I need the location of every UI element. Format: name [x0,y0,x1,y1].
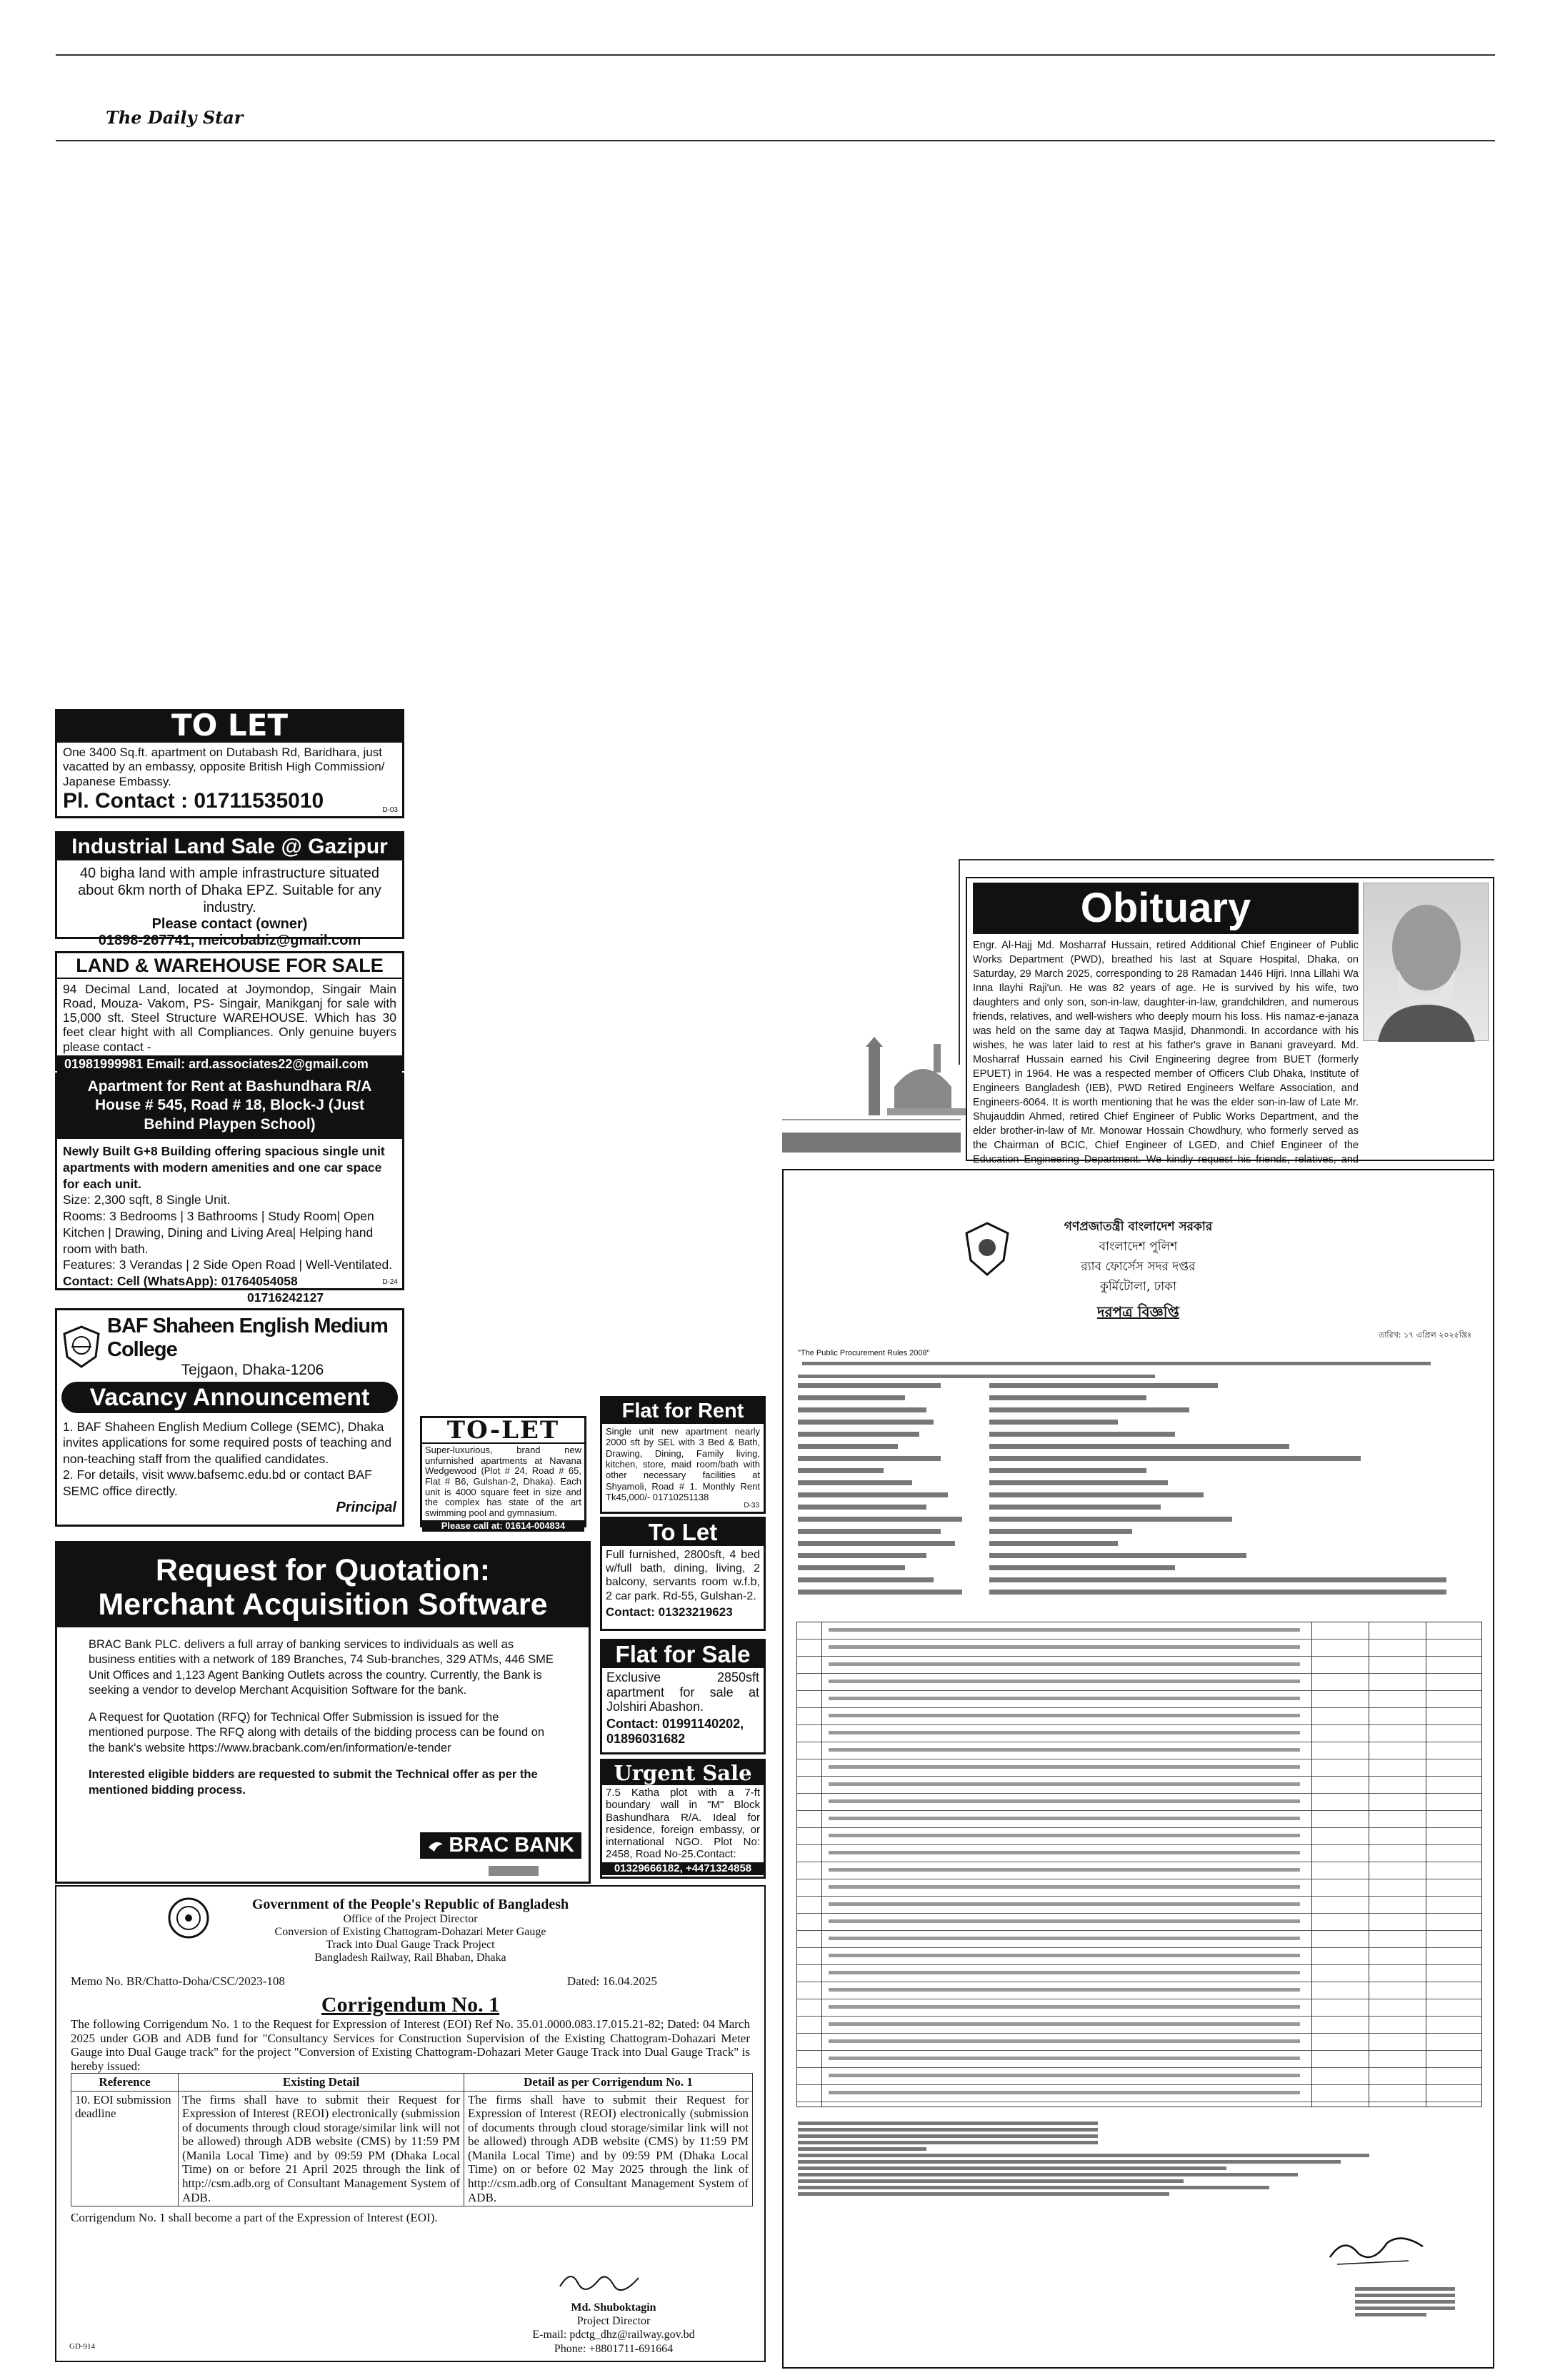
to-let-navana-ad [420,1416,586,1531]
bashundhara-size: Size: 2,300 sqft, 8 Single Unit. [63,1192,231,1207]
flat-for-rent-ad [600,1396,766,1514]
tender-fields [798,1379,1476,1599]
flat-sale-body: Exclusive 2850sft apartment for sale at Jolshiri Abashon. [606,1670,759,1714]
land-warehouse-ad [55,951,404,1071]
landware-contact: 01981999981 Email: ard.associates22@gmail.com [57,1055,402,1073]
cell-reference: 10. EOI submission deadline [71,2091,179,2206]
corrigendum-title: Corrigendum No. 1 [321,1993,500,2017]
memo-number: Memo No. BR/Chatto-Doha/CSC/2023-108 [71,1974,285,1988]
baf-signature: Principal [336,1499,396,1515]
to-let-gulshan-contact: Contact: 01323219623 [606,1605,733,1619]
govt-seal-icon [167,1897,210,1939]
baf-banner: Vacancy Announcement [61,1382,398,1413]
to-let-body: One 3400 Sq.ft. apartment on Dutabash Rd, Baridhara, just vacatted by an embassy, opposite British High Commission/ Japanese Embassy. [63,745,385,788]
portrait-icon [1364,883,1489,1042]
to-let-gulshan-ad [600,1517,766,1631]
mosque-icon [866,1037,973,1115]
gov-heading: Government of the People's Republic of Bangladesh [251,1897,569,1912]
corrigendum-footer: Corrigendum No. 1 shall become a part of the Expression of Interest (EOI). [71,2211,438,2225]
to-let-contact: Pl. Contact : 01711535010 [63,789,324,813]
ad-code: D-24 [382,1278,398,1286]
tender-h4: কুর্মিটোলা, ঢাকা [1100,1280,1176,1294]
rfq-title-line-2: Merchant Acquisition Software [98,1587,548,1622]
signatory-role: Project Director [576,2315,651,2328]
signatory-email: E-mail: pdctg_dhz@railway.gov.bd [532,2329,695,2341]
signatory-name: Md. Shuboktagin [571,2301,656,2314]
flat-sale-contact: Contact: 01991140202, 01896031682 [606,1717,744,1746]
gov-railway: Bangladesh Railway, Rail Bhaban, Dhaka [314,1952,506,1964]
urgent-sale-ad [600,1759,766,1879]
college-crest-icon [61,1325,101,1368]
obituary-notice [966,877,1494,1165]
urgent-sale-body: 7.5 Katha plot with a 7-ft boundary wall in "M" Block Bashundhara R/A. Ideal for residence, foreign embassy, or international NGO. Plot No: 2458, Road No-25.Contact: [606,1787,760,1861]
to-let-gulshan-title: To Let [602,1519,764,1546]
flat-rent-title: Flat for Rent [602,1398,764,1424]
obituary-photo [1363,883,1489,1041]
obituary-rule [782,1119,961,1120]
rfq-para-2: A Request for Quotation (RFQ) for Technical Offer Submission is issued for the mentioned purpose. The RFQ along with details of the bidding process can be found on the bank's website https://www.bracbank.com/en/information/e-tender [89,1710,545,1754]
text-line [802,1362,1431,1365]
baf-para-2: 2. For details, visit www.bafsemc.edu.bd or contact BAF SEMC office directly. [63,1467,372,1498]
gov-project-2: Track into Dual Gauge Track Project [326,1939,495,1951]
col-existing: Existing Detail [179,2074,464,2092]
signature [556,2265,642,2294]
industrial-body: 40 bigha land with ample infrastructure situated about 6km north of Dhaka EPZ. Suitable for any industry. [78,865,381,915]
header-rule [56,140,1495,141]
tender-h1: গণপ্রজাতন্ত্রী বাংলাদেশ সরকার [1064,1220,1213,1234]
obituary-bar [782,1133,961,1153]
industrial-contact: 01898-267741, meicobabiz@gmail.com [98,933,361,948]
to-let-title: TO LET [57,711,402,743]
corrigendum-table [71,2073,753,2206]
memo-date: Dated: 16.04.2025 [566,1974,657,1988]
cell-existing: The firms shall have to submit their Request for Expression of Interest (REOI) electronically (submission of documents through cloud storage/similar link will not be allowed) through ADB website (CMS) by 11:59 PM (Manila Local Time) and by 09:59 PM (Dhaka Local Time) on or before 21 April 2025 through the link of http://csm.adb.org of Consultant Management System of ADB. [179,2091,464,2206]
rfq-para-3: Interested eligible bidders are requested to submit the Technical offer as per the mentioned bidding process. [89,1768,538,1797]
rfq-brac-ad [55,1541,591,1884]
to-let-ad [55,709,404,818]
baf-title: BAF Shaheen English Medium College [107,1315,388,1361]
tender-notice [782,1169,1494,2369]
bashundhara-features: Features: 3 Verandas | 2 Side Open Road | Well-Ventilated. [63,1257,393,1272]
to-let-gulshan-body: Full furnished, 2800sft, 4 bed w/full bath, dining, living, 2 balcony, servants room w.f.b, 2 car park. Rd-55, Gulshan-2. [606,1549,760,1602]
bashundhara-title: Apartment for Rent at Bashundhara R/A House # 545, Road # 18, Block-J (Just Behind Playpen School) [57,1075,402,1139]
masthead-logo: The Daily Star [106,107,244,128]
urgent-sale-contact: 01329666182, +4471324858 [602,1862,764,1875]
rfq-para-1: BRAC Bank PLC. delivers a full array of banking services to individuals as well as business entities with a network of 189 Branches, 74 Sub-branches, 329 ATMs, 446 SME Unit Offices and 1,123 Agent Banking Outlets across the country. Currently, the Bank is seeking a vendor to develop Merchant Acquisition Software for the bank. [89,1638,554,1697]
tender-ppr: "The Public Procurement Rules 2008" [798,1349,930,1357]
bashundhara-rent-ad [55,1073,404,1305]
industrial-cta: Please contact (owner) [151,916,308,932]
brac-tagline-ink [489,1866,539,1876]
ad-code: D-33 [744,1502,759,1510]
rfq-title-line-1: Request for Quotation: [155,1553,491,1587]
bashundhara-lead: Newly Built G+8 Building offering spacious single unit apartments with modern amenities and one car space for each unit. [63,1144,385,1191]
brac-logo [420,1832,581,1859]
bashundhara-rooms: Rooms: 3 Bedrooms | 3 Bathrooms | Study Room| Open Kitchen | Drawing, Dining and Living Area| Helping hand room with bath. [63,1209,374,1256]
brac-logo-text: BRAC BANK [449,1834,574,1857]
text-line [798,1375,1155,1378]
flat-sale-title: Flat for Sale [602,1641,764,1668]
corrigendum-intro: The following Corrigendum No. 1 to the Request for Expression of Interest (EOI) Ref No. 35.01.0000.083.17.015.21-82; Dated: 04 March 2025 under GOB and ADB fund for "Consultancy Services for Construction Supervision of the Existing Chattogram-Dohazari Meter Gauge into Dual Gauge track" for the project "Conversion of Existing Chattogram-Dohazari Meter Gauge Track into Dual Gauge Track" is hereby issued: [71,2017,750,2073]
bashundhara-contact: Contact: Cell (WhatsApp): 01764054058 [63,1274,298,1288]
landware-title: LAND & WAREHOUSE FOR SALE [57,953,402,979]
tender-h3: র‍্যাব ফোর্সেস সদর দপ্তর [1081,1260,1196,1274]
tender-table [796,1622,1482,2107]
to-let-navana-contact: Please call at: 01614-004834 [422,1520,584,1532]
baf-para-1: 1. BAF Shaheen English Medium College (SEMC), Dhaka invites applications for some required posts of teaching and non-teaching staff from the qualified candidates. [63,1420,392,1466]
rfq-title [57,1543,589,1627]
baf-location: Tejgaon, Dhaka-1206 [181,1362,324,1378]
signatory-phone: Phone: +8801711-691664 [554,2342,674,2355]
tender-footer-lines [798,2119,1476,2199]
ad-code: D-03 [382,806,398,814]
baf-vacancy-ad [55,1308,404,1527]
tender-signatory-lines [1355,2284,1455,2319]
flat-for-sale-ad [600,1639,766,1754]
tender-title: দরপত্র বিজ্ঞপ্তি [1097,1303,1179,1320]
gov-project-1: Conversion of Existing Chattogram-Dohazari Meter Gauge [274,1926,546,1938]
obituary-body: Engr. Al-Hajj Md. Mosharraf Hussain, retired Additional Chief Engineer of Public Works Department (PWD), breathed his last at Square Hospital, Dhaka, on Saturday, 29 March 2025, corresponding to 28 Ramadan 1446 Hijri. Inna Lillahi Wa Inna Ilayhi Raji'un. He was 82 years of age. He is survived by his wife, two daughters and only son, son-in-law, daughter-in-law, grandchildren, and numerous friends, relatives, and well-wishers who deeply mourn his loss. His namaz-e-janaza was held on the same day at Taqwa Masjid, Dhanmondi. In accordance with his wishes, he was later laid to rest at his father's grave in Banani graveyard. Md. Mosharraf Hussain earned his Civil Engineering degree from BUET (formerly EPUET) in 1964. He was a respected member of Officers Club Dhaka, Institute of Engineers Bangladesh (IEB), PWD Retired Engineers Welfare Association, and Engineers-6064. It is worth mentioning that he was the elder son-in-law of Late Mr. Shujauddin Ahmed, retired Chief Engineer of Public Works Department, and the elder brother-in-law of Mr. Monowar Hossain Chowdhury, who formerly served as the Chairman of BCIC, Chief Engineer of LGED, and Chief Engineer of the Education Engineering Department. We kindly request his friends, relatives, and [973,940,1359,1165]
rab-emblem-icon [962,1220,1012,1277]
industrial-land-ad [55,831,404,948]
col-reference: Reference [71,2074,179,2092]
col-new: Detail as per Corrigendum No. 1 [464,2074,753,2092]
industrial-title: Industrial Land Sale @ Gazipur [57,833,402,860]
cell-new: The firms shall have to submit their Request for Expression of Interest (REOI) electronically (submission of documents through cloud storage/similar link will not be allowed) through ADB website (CMS) by 11:59 PM (Manila Local Time) and by 09:59 PM (Dhaka Local Time) on or before 02 May 2025 through the link of http://csm.adb.org of Consultant Management System of ADB. [464,2091,753,2206]
to-let-navana-body: Super-luxurious, brand new unfurnished apartments at Navana Wedgewood (Plot # 24, Road # 65, Flat # B6, Gulshan-2, Dhaka). Each unit is 4000 square feet in size and the complex has state of the art swimming pool and gymnasium. [425,1445,581,1519]
corrigendum-notice [55,1885,766,2362]
gov-office: Office of the Project Director [343,1913,478,1925]
flat-rent-body: Single unit new apartment nearly 2000 sft by SEL with 3 Bed & Bath, Drawing, Dining, Family living, kitchen, store, maid room/bath with other necessary facilities at Shyamoli, Road # 1. Monthly Rent Tk45,000/- 01710251138 [606,1426,760,1502]
gd-code: GD-914 [69,2342,96,2351]
tender-date: তারিখ: ১৭ এপ্রিল ২০২৫খ্রিঃ [1378,1330,1471,1340]
obituary-frame-left [959,859,960,1065]
obituary-frame [959,859,1494,860]
urgent-sale-title: Urgent Sale [602,1761,764,1785]
to-let-navana-title: TO-LET [422,1418,584,1444]
obituary-title: Obituary [973,883,1359,934]
brac-bird-icon [427,1837,444,1854]
bashundhara-contact2: 01716242127 [247,1290,324,1305]
top-rule [56,54,1495,56]
landware-body: 94 Decimal Land, located at Joymondop, Singair Main Road, Mouza- Vakom, PS- Singair, Manikganj for sale with 15,000 sft. Steel Structure WAREHOUSE. Which has 30 feet clear hight with all Compliances. Only genuine buyers please contact - [63,982,396,1054]
tender-signature [1323,2229,1430,2271]
tender-h2: বাংলাদেশ পুলিশ [1099,1240,1178,1254]
